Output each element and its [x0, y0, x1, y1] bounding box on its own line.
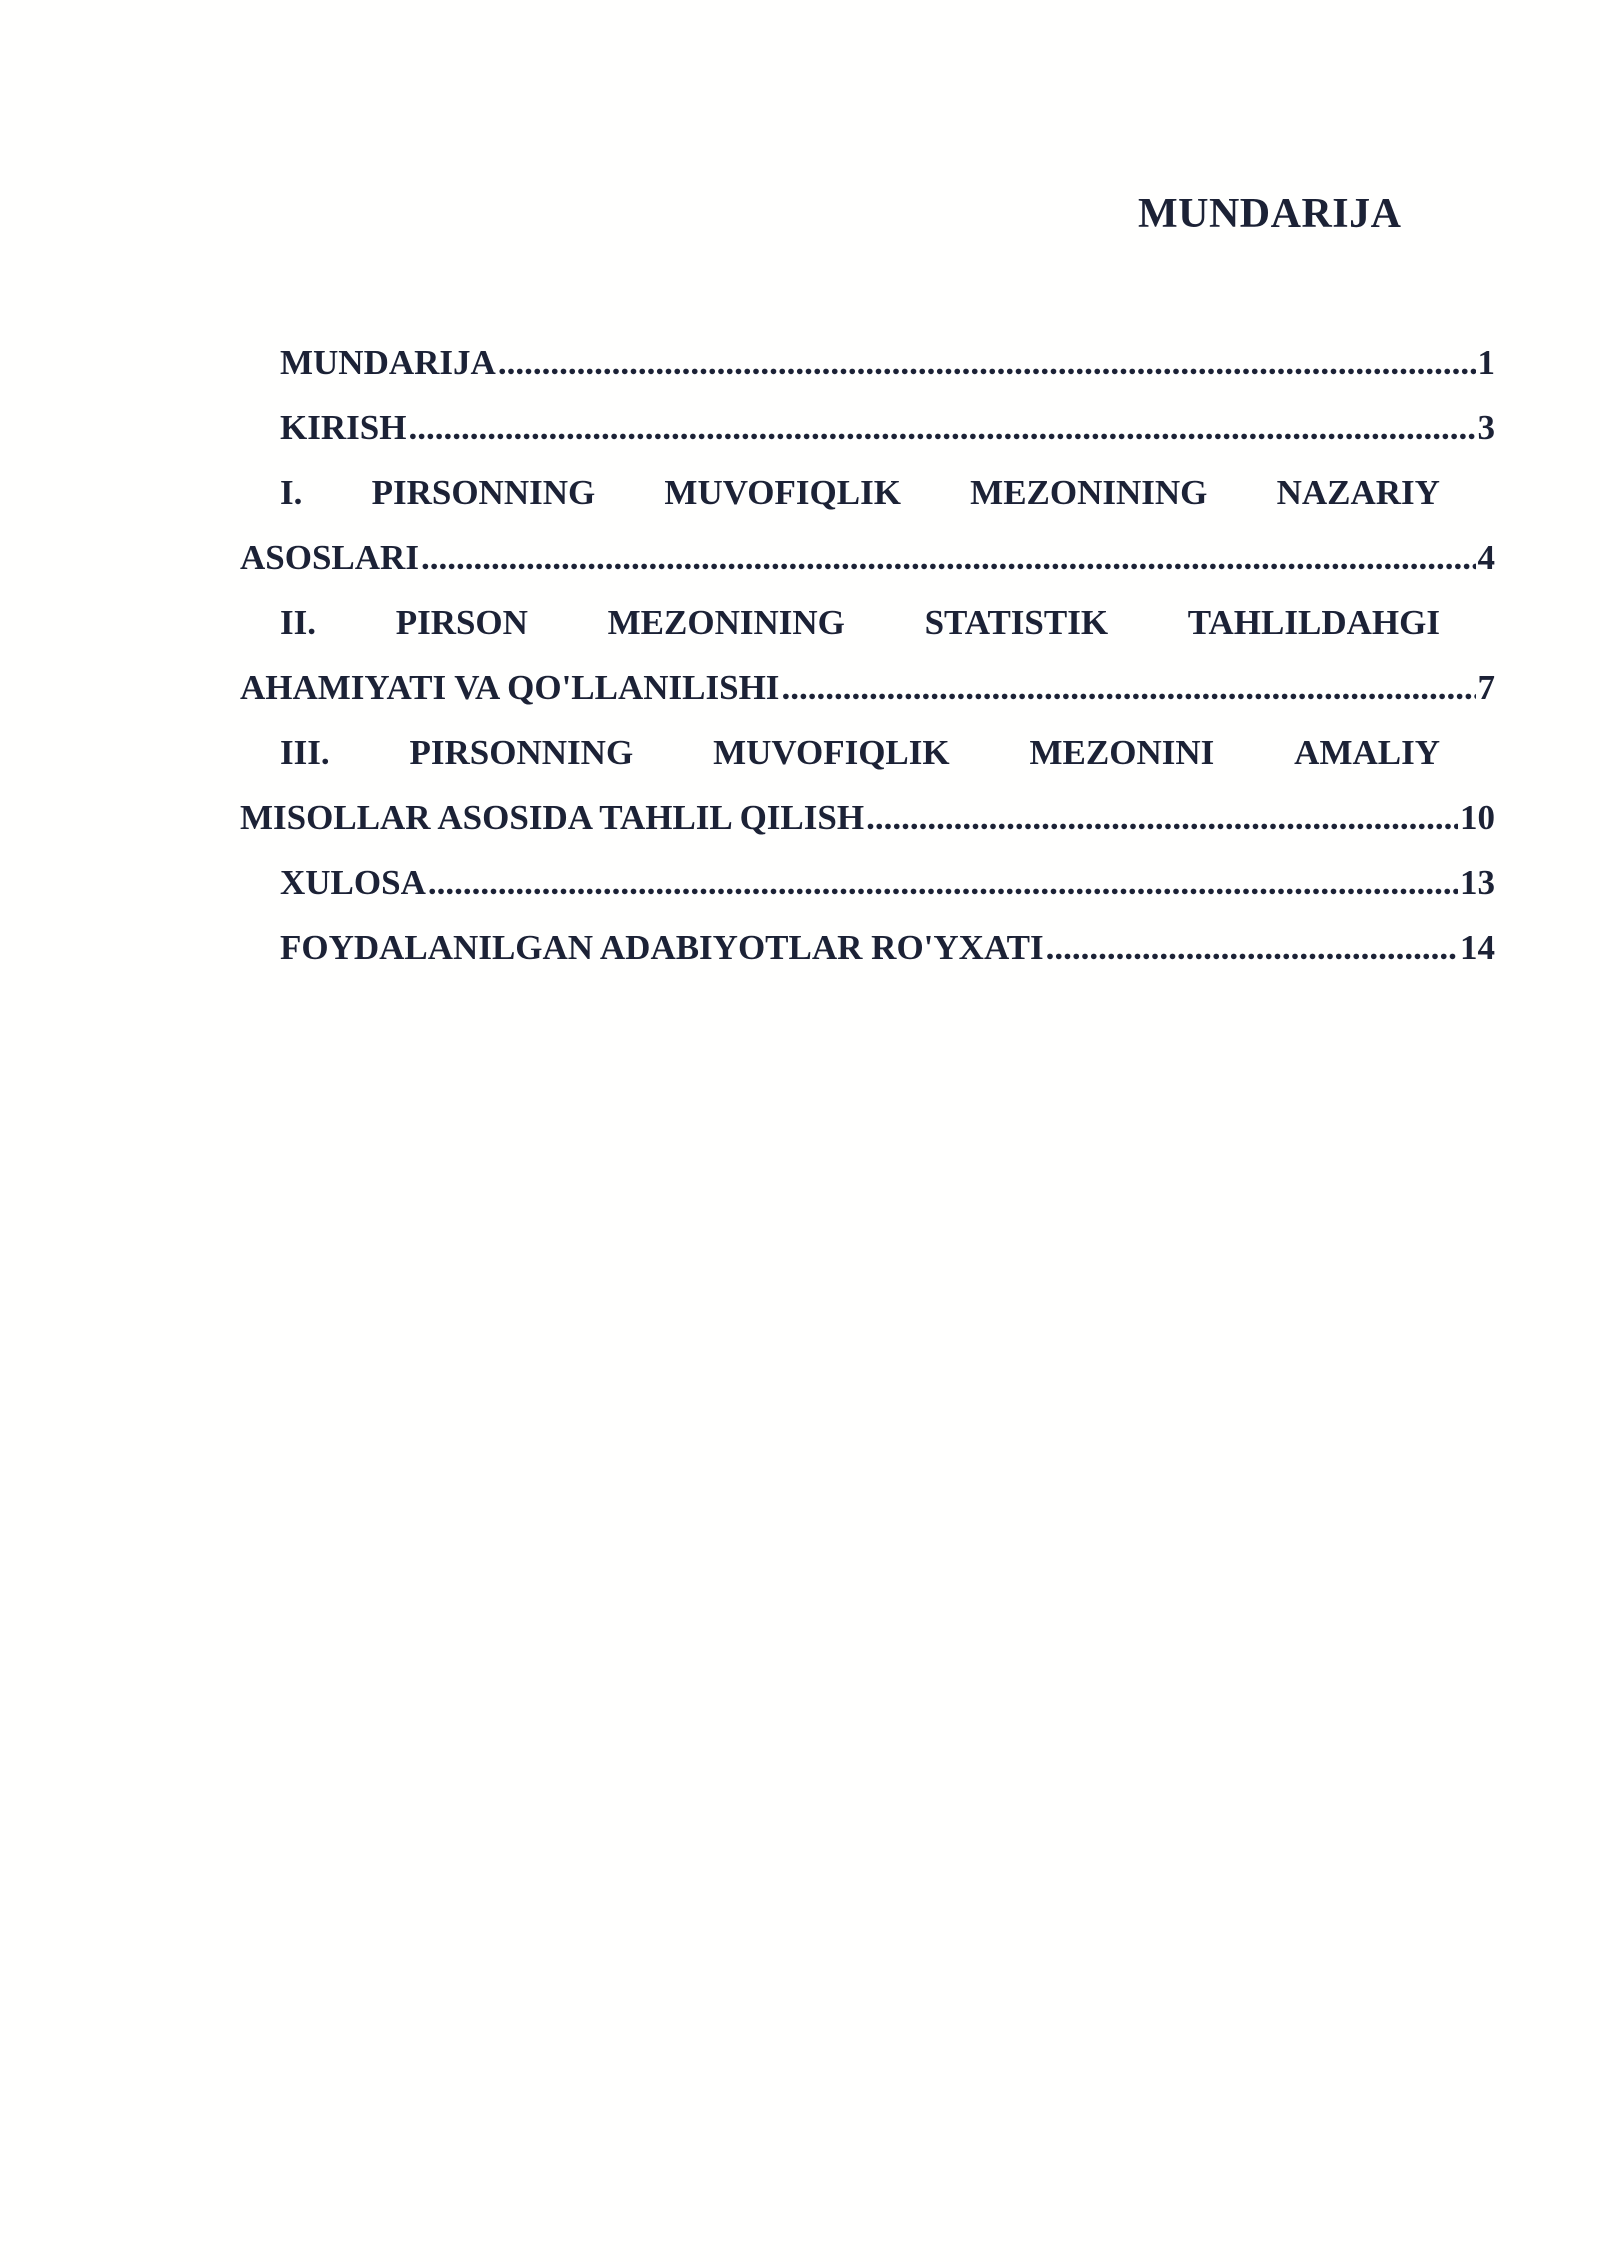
toc-word: MUVOFIQLIK	[664, 473, 901, 512]
toc-entry[interactable]	[240, 720, 1495, 850]
table-of-contents	[240, 330, 1495, 980]
toc-word: III.	[280, 733, 330, 772]
toc-word: STATISTIK	[924, 603, 1109, 642]
toc-entry[interactable]	[240, 460, 1495, 590]
toc-entry[interactable]	[240, 915, 1495, 980]
toc-entry[interactable]	[240, 850, 1495, 915]
toc-page-number: 1	[1477, 343, 1495, 382]
toc-word: MEZONINING	[607, 603, 845, 642]
toc-line	[240, 785, 1495, 850]
toc-word: II.	[280, 603, 316, 642]
toc-page-number: 4	[1477, 538, 1495, 577]
toc-entry-text: KIRISH	[280, 408, 407, 447]
toc-line	[240, 330, 1495, 395]
toc-line	[240, 395, 1495, 460]
toc-heading-line	[240, 590, 1440, 655]
toc-line	[240, 915, 1495, 980]
toc-word: MEZONINI	[1029, 733, 1215, 772]
toc-page-number: 7	[1477, 668, 1495, 707]
toc-entry-text: FOYDALANILGAN ADABIYOTLAR RO'YXATI	[280, 928, 1044, 967]
toc-page-number: 3	[1477, 408, 1495, 447]
toc-word: NAZARIY	[1276, 473, 1440, 512]
toc-entry-text: XULOSA	[280, 863, 426, 902]
dot-leader	[428, 850, 1458, 915]
dot-leader	[408, 395, 1475, 460]
dot-leader	[498, 330, 1476, 395]
toc-heading-line	[240, 460, 1440, 525]
toc-entry-text: MISOLLAR ASOSIDA TAHLIL QILISH	[240, 798, 865, 837]
toc-word: PIRSONNING	[371, 473, 596, 512]
toc-line	[240, 655, 1495, 720]
toc-page-number: 14	[1460, 928, 1495, 967]
toc-entry-text: AHAMIYATI VA QO'LLANILISHI	[240, 668, 780, 707]
toc-line	[240, 850, 1495, 915]
toc-entry-text: ASOSLARI	[240, 538, 419, 577]
dot-leader	[1046, 915, 1458, 980]
toc-entry[interactable]	[240, 395, 1495, 460]
toc-word: AMALIY	[1294, 733, 1440, 772]
toc-entry[interactable]	[240, 590, 1495, 720]
toc-entry[interactable]	[240, 330, 1495, 395]
dot-leader	[866, 785, 1458, 850]
dot-leader	[781, 655, 1475, 720]
toc-heading-line	[240, 720, 1440, 785]
toc-page-number: 10	[1460, 798, 1495, 837]
toc-word: MUVOFIQLIK	[713, 733, 950, 772]
toc-page-number: 13	[1460, 863, 1495, 902]
toc-word: MEZONINING	[970, 473, 1208, 512]
toc-entry-text: MUNDARIJA	[280, 343, 496, 382]
toc-line	[240, 525, 1495, 590]
page-title: MUNDARIJA	[1138, 191, 1402, 237]
dot-leader	[421, 525, 1476, 590]
toc-word: I.	[280, 473, 303, 512]
toc-word: PIRSON	[395, 603, 528, 642]
toc-word: TAHLILDAHGI	[1187, 603, 1440, 642]
toc-word: PIRSONNING	[409, 733, 634, 772]
